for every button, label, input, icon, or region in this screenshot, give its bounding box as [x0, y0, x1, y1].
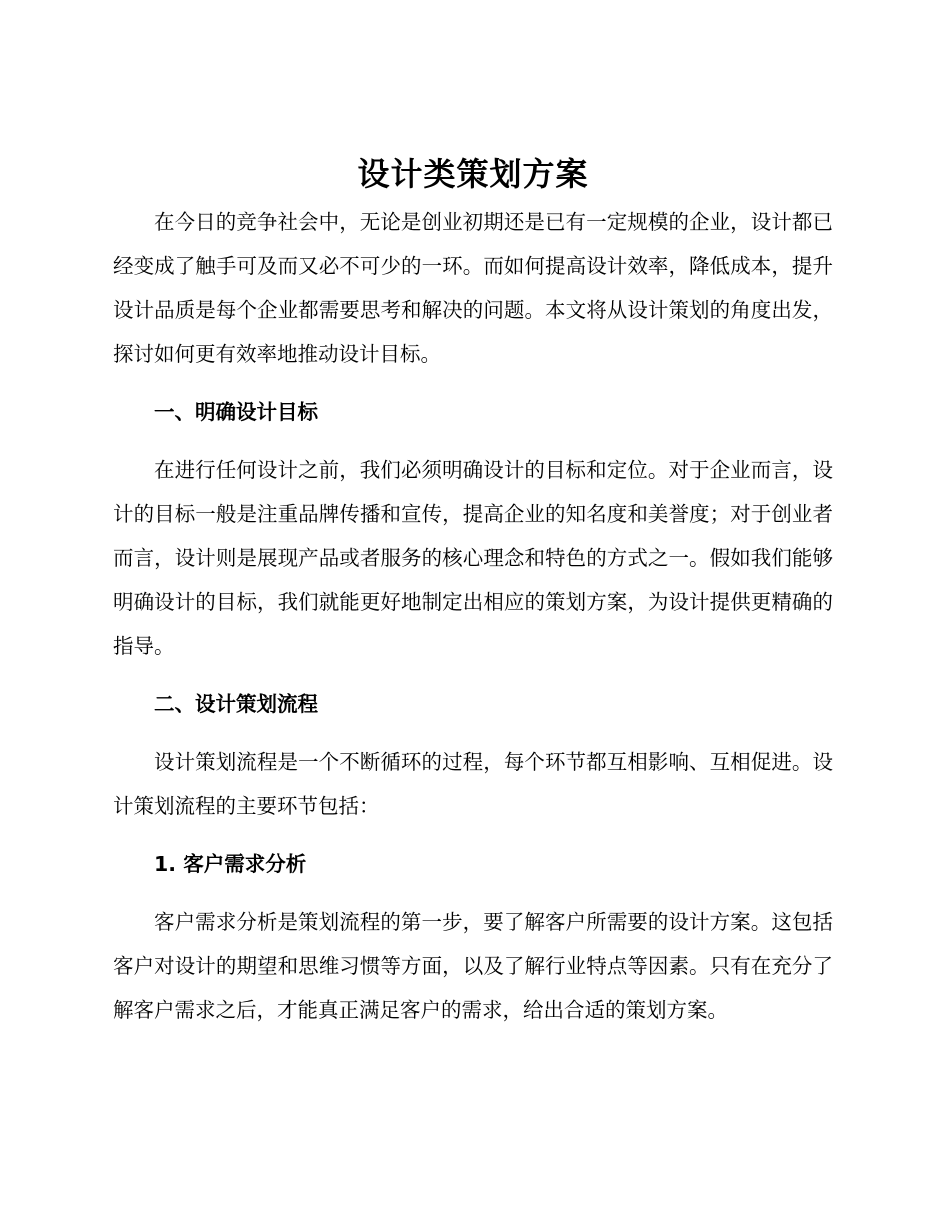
section-goals-paragraph: 在进行任何设计之前，我们必须明确设计的目标和定位。对于企业而言，设计的目标一般是注重品牌传播和宣传，提高企业的知名度和美誉度；对于创业者而言，设计则是展现产品或者服务的核心理念和特色的方式之一。假如我们能够明确设计的目标，我们就能更好地制定出相应的策划方案，为设计提供更精确的指导。: [113, 458, 833, 658]
subsection-heading-client-needs: 1. 客户需求分析: [154, 852, 307, 876]
section-heading-goals: 一、明确设计目标: [154, 400, 318, 424]
intro-paragraph: 在今日的竞争社会中，无论是创业初期还是已有一定规模的企业，设计都已经变成了触手可及而又必不可少的一环。而如何提高设计效率，降低成本，提升设计品质是每个企业都需要思考和解决的问题。本文将从设计策划的角度出发，探讨如何更有效率地推动设计目标。: [113, 210, 833, 366]
document-title: 设计类策划方案: [357, 155, 589, 193]
document-content: [113, 150, 833, 1032]
section-heading-process: 二、设计策划流程: [154, 692, 318, 716]
subsection-client-needs-paragraph: 客户需求分析是策划流程的第一步，要了解客户所需要的设计方案。这包括客户对设计的期望和思维习惯等方面，以及了解行业特点等因素。只有在充分了解客户需求之后，才能真正满足客户的需求，给出合适的策划方案。: [113, 910, 833, 1022]
section-process-paragraph: 设计策划流程是一个不断循环的过程，每个环节都互相影响、互相促进。设计策划流程的主要环节包括：: [113, 750, 833, 818]
